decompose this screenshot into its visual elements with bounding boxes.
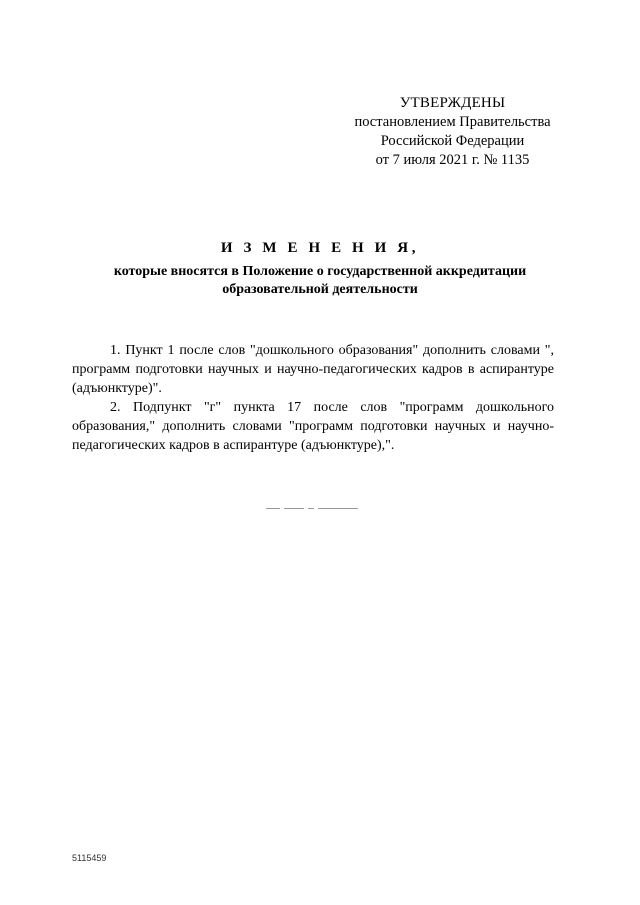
document-title-block xyxy=(60,238,580,299)
document-subtitle-line-2: образовательной деятельности xyxy=(222,282,418,297)
document-subtitle xyxy=(60,263,580,299)
amendment-item-1: 1. Пункт 1 после слов "дошкольного образования" дополнить словами ", программ подготовки научных и научно-педагогических кадров в аспирантуре (адъюнктуре)". xyxy=(72,343,554,396)
approval-heading: УТВЕРЖДЕНЫ xyxy=(399,95,506,111)
approval-line-3: от 7 июля 2021 г. № 1135 xyxy=(375,152,530,168)
document-subtitle-line-1: которые вносятся в Положение о государственной аккредитации xyxy=(113,264,527,279)
end-divider xyxy=(266,506,358,512)
amendment-item-2: 2. Подпункт "г" пункта 17 после слов "программ дошкольного образования," дополнить словами "программ подготовки научных и научно-педагогических кадров в аспирантуре (адъюнктуре),". xyxy=(72,400,554,453)
amendment-list xyxy=(72,341,554,455)
approval-line-2: Российской Федерации xyxy=(380,133,525,149)
approval-block xyxy=(330,94,575,170)
approval-line-1: постановлением Правительства xyxy=(354,114,551,130)
document-title: И З М Е Н Е Н И Я, xyxy=(220,240,420,256)
document-number: 5115459 xyxy=(72,853,107,863)
